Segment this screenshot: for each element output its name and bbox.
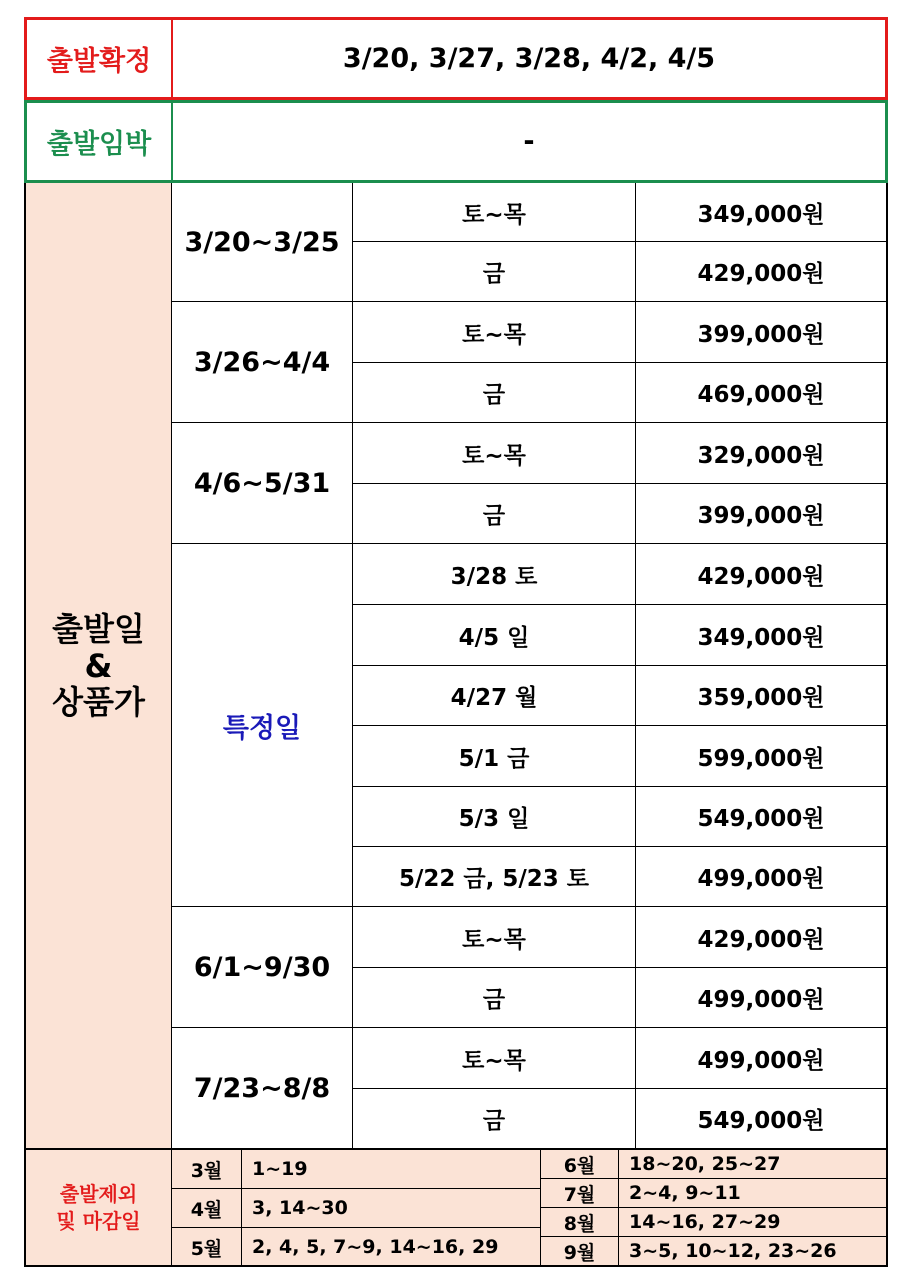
period-price: 399,000원 — [697, 321, 825, 348]
period-price: 499,000원 — [697, 987, 825, 1013]
exclusion-dates: 2~4, 9~11 — [629, 1182, 741, 1204]
special-price: 349,000원 — [697, 624, 825, 651]
period-range: 7/23~8/8 — [193, 1072, 331, 1104]
confirmed-dates: 3/20, 3/27, 3/28, 4/2, 4/5 — [342, 43, 716, 74]
special-price: 499,000원 — [697, 866, 825, 892]
special-dates-label: 특정일 — [222, 712, 302, 744]
period-day: 토~목 — [462, 926, 526, 953]
period-price: 469,000원 — [697, 382, 825, 408]
period-price: 329,000원 — [697, 442, 825, 469]
special-price: 429,000원 — [697, 563, 825, 590]
period-day: 금 — [482, 503, 506, 529]
exclusion-label-line2: 및 마감일 — [56, 1208, 141, 1233]
exclusion-label — [26, 1150, 171, 1265]
exclusion-month: 3월 — [190, 1159, 223, 1182]
departure-price-label — [26, 183, 171, 1149]
special-day: 5/1 금 — [458, 745, 530, 772]
period-price: 549,000원 — [697, 1108, 825, 1134]
special-day: 4/27 월 — [450, 685, 538, 711]
period-price: 429,000원 — [697, 261, 825, 287]
exclusion-month: 6월 — [563, 1154, 596, 1177]
special-price: 599,000원 — [697, 745, 825, 772]
period-range: 3/26~4/4 — [193, 346, 331, 378]
exclusion-dates: 3, 14~30 — [252, 1197, 348, 1219]
departure-label-line3: 상품가 — [52, 683, 145, 722]
exclusion-dates: 18~20, 25~27 — [629, 1153, 781, 1175]
exclusion-label-line1: 출발제외 — [59, 1181, 138, 1206]
period-day: 토~목 — [462, 321, 526, 348]
period-price: 349,000원 — [697, 201, 825, 228]
exclusion-month: 8월 — [563, 1212, 596, 1235]
period-price: 429,000원 — [697, 926, 825, 953]
exclusion-dates: 3~5, 10~12, 23~26 — [629, 1240, 837, 1262]
period-day: 토~목 — [462, 442, 526, 469]
special-day: 4/5 일 — [458, 624, 530, 651]
exclusion-dates: 14~16, 27~29 — [629, 1211, 781, 1233]
period-day: 토~목 — [462, 201, 526, 228]
period-range: 6/1~9/30 — [193, 951, 331, 983]
period-price: 399,000원 — [697, 503, 825, 529]
exclusion-dates: 2, 4, 5, 7~9, 14~16, 29 — [252, 1236, 499, 1258]
imminent-label: 출발임박 — [46, 129, 152, 160]
special-day: 5/3 일 — [458, 806, 530, 832]
period-range: 4/6~5/31 — [193, 467, 331, 499]
period-price: 499,000원 — [697, 1047, 825, 1074]
imminent-value: - — [523, 126, 535, 157]
special-price: 549,000원 — [697, 806, 825, 832]
period-day: 금 — [482, 382, 506, 408]
special-day: 5/22 금, 5/23 토 — [398, 866, 590, 892]
departure-label-line1: 출발일 — [52, 609, 145, 648]
exclusion-month: 4월 — [190, 1198, 223, 1221]
special-day: 3/28 토 — [450, 563, 538, 590]
period-day: 금 — [482, 261, 506, 287]
departure-label-line2: & — [84, 646, 113, 685]
period-day: 금 — [482, 987, 506, 1013]
special-price: 359,000원 — [697, 685, 825, 711]
period-day: 금 — [482, 1108, 506, 1134]
exclusion-month: 5월 — [190, 1237, 223, 1260]
confirmed-label: 출발확정 — [46, 46, 152, 77]
exclusion-dates: 1~19 — [252, 1158, 308, 1180]
exclusion-month: 9월 — [563, 1241, 596, 1264]
period-range: 3/20~3/25 — [184, 226, 340, 258]
period-day: 토~목 — [462, 1047, 526, 1074]
exclusion-month: 7월 — [563, 1183, 596, 1206]
